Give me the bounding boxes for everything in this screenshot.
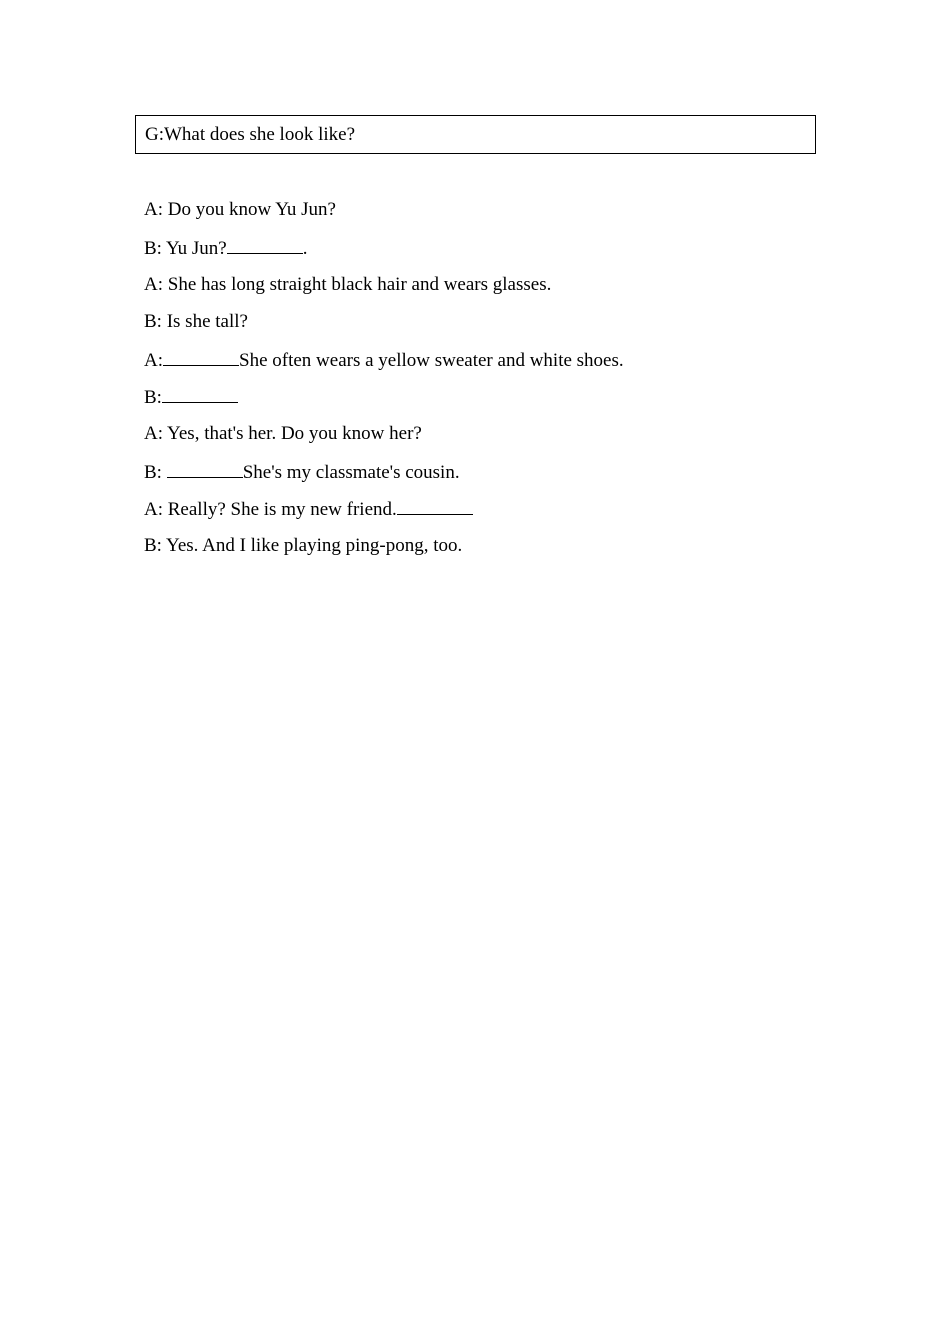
dialogue-line	[144, 199, 624, 236]
line-text: B: Yes. And I like playing ping-pong, too.	[144, 534, 463, 556]
answer-blank[interactable]	[163, 348, 239, 366]
dialogue-line	[144, 497, 624, 534]
dialogue-line	[144, 274, 624, 311]
dialogue-line	[144, 535, 624, 572]
dialogue-list	[144, 199, 624, 572]
line-text: B:	[144, 462, 167, 484]
line-text: B:	[144, 387, 162, 409]
line-text: A: She has long straight black hair and wears glasses.	[144, 273, 552, 295]
dialogue-line	[144, 385, 624, 422]
line-text: B: Yu Jun?	[144, 238, 227, 260]
answer-blank[interactable]	[162, 385, 238, 403]
answer-blank[interactable]	[167, 460, 243, 478]
section-title: G:What does she look like?	[145, 124, 356, 145]
line-text: B: Is she tall?	[144, 310, 248, 332]
dialogue-line	[144, 460, 624, 497]
line-text: A:	[144, 350, 163, 372]
line-text-after: She's my classmate's cousin.	[242, 462, 460, 484]
answer-blank[interactable]	[397, 497, 473, 515]
line-text-after: .	[302, 238, 308, 260]
line-text: A: Do you know Yu Jun?	[144, 199, 336, 220]
line-text-after: She often wears a yellow sweater and white shoes.	[239, 350, 624, 372]
dialogue-line	[144, 423, 624, 460]
line-text: A: Really? She is my new friend.	[144, 499, 397, 521]
section-title-box	[135, 115, 816, 154]
line-text: A: Yes, that's her. Do you know her?	[144, 422, 422, 444]
dialogue-line	[144, 348, 624, 385]
dialogue-line	[144, 236, 624, 273]
dialogue-line	[144, 311, 624, 348]
answer-blank[interactable]	[227, 236, 303, 254]
